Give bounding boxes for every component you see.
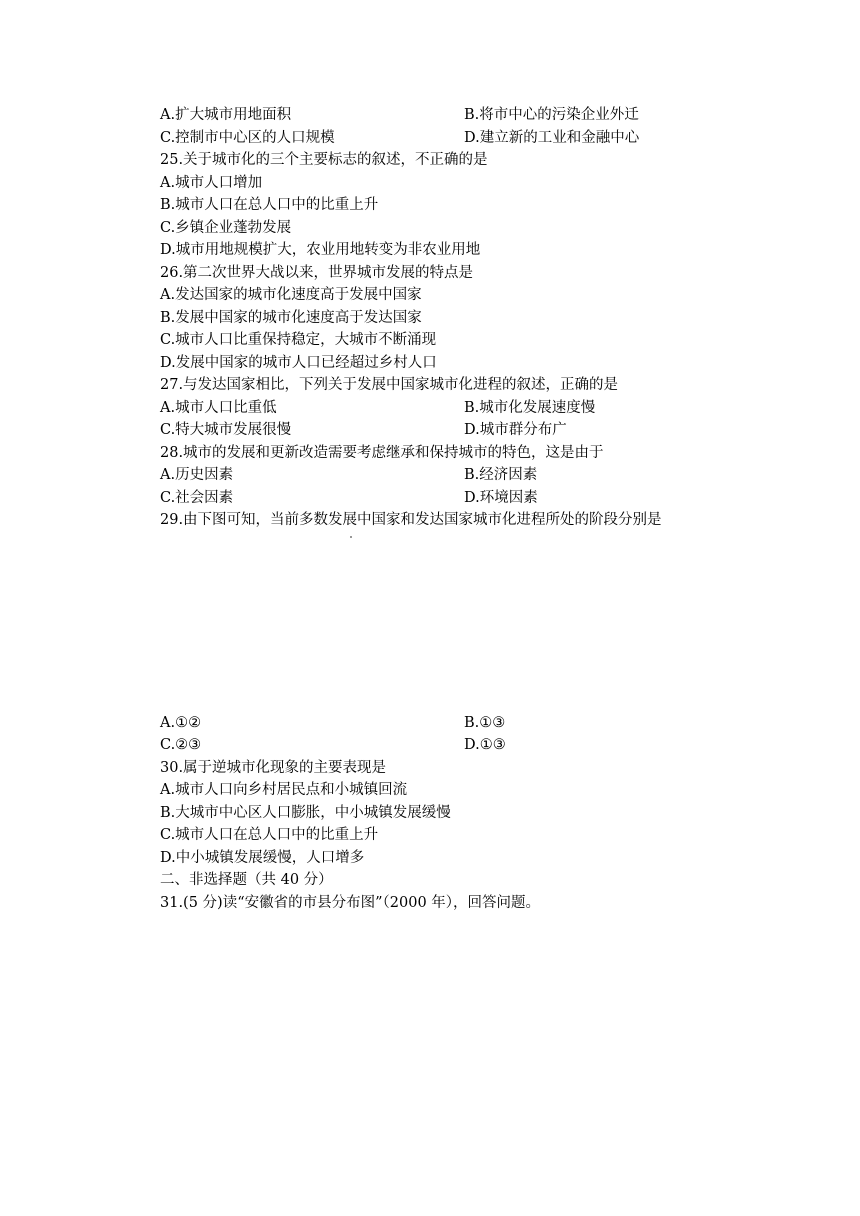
q27-option-a: A.城市人口比重低 xyxy=(160,399,277,416)
q26-option-c: C.城市人口比重保持稳定，大城市不断涌现 xyxy=(160,332,437,348)
q30-stem: 30.属于逆城市化现象的主要表现是 xyxy=(160,759,387,776)
q30-option-b: B.大城市中心区人口膨胀，中小城镇发展缓慢 xyxy=(160,804,451,821)
q29-option-row-1 xyxy=(160,712,720,735)
q27-stem: 27.与发达国家相比，下列关于发展中国家城市化进程的叙述，正确的是 xyxy=(160,377,619,393)
q27-option-row-2 xyxy=(160,419,720,442)
q24-option-d: D.建立新的工业和金融中心 xyxy=(464,129,640,146)
q26-option-a: A.发达国家的城市化速度高于发展中国家 xyxy=(160,287,422,303)
q28-option-a: A.历史因素 xyxy=(160,467,234,483)
q31-stem: 31.(5 分)读“安徽省的市县分布图”（2000 年），回答问题。 xyxy=(160,894,541,911)
q30-option-a: A.城市人口向乡村居民点和小城镇回流 xyxy=(160,782,408,798)
figure-placeholder-dot xyxy=(350,536,352,538)
q27-option-d: D.城市群分布广 xyxy=(464,422,567,438)
q27-option-row-1 xyxy=(160,397,720,420)
q27-option-b: B.城市化发展速度慢 xyxy=(464,399,596,416)
section-heading: 二、非选择题（共 40 分） xyxy=(160,872,333,888)
q24-option-b: B.将市中心的污染企业外迁 xyxy=(464,107,639,123)
q30-option-c: C.城市人口在总人口中的比重上升 xyxy=(160,827,379,843)
q26-option-d: D.发展中国家的城市人口已经超过乡村人口 xyxy=(160,354,437,371)
q25-option-c: C.乡镇企业蓬勃发展 xyxy=(160,219,292,236)
q29-option-c: C.②③ xyxy=(160,737,202,753)
q28-stem: 28.城市的发展和更新改造需要考虑继承和保持城市的特色，这是由于 xyxy=(160,444,604,461)
q28-option-row-2 xyxy=(160,487,720,510)
q25-option-a: A.城市人口增加 xyxy=(160,174,263,191)
q30-option-d: D.中小城镇发展缓慢，人口增多 xyxy=(160,849,365,866)
q29-option-d: D.①③ xyxy=(464,737,506,753)
q24-option-row-2 xyxy=(160,127,720,150)
q29-option-row-2 xyxy=(160,734,720,757)
q27-option-c: C.特大城市发展很慢 xyxy=(160,422,292,438)
q28-option-b: B.经济因素 xyxy=(464,467,538,483)
q26-option-b: B.发展中国家的城市化速度高于发达国家 xyxy=(160,309,422,326)
exam-page xyxy=(160,104,720,1194)
blank-area xyxy=(160,914,720,1194)
q29-figure-area xyxy=(160,532,720,712)
q24-option-row-1 xyxy=(160,104,720,127)
q24-option-a: A.扩大城市用地面积 xyxy=(160,107,292,123)
q25-option-b: B.城市人口在总人口中的比重上升 xyxy=(160,197,379,213)
q25-option-d: D.城市用地规模扩大，农业用地转变为非农业用地 xyxy=(160,242,481,258)
q26-stem: 26.第二次世界大战以来，世界城市发展的特点是 xyxy=(160,264,474,281)
q25-stem: 25.关于城市化的三个主要标志的叙述，不正确的是 xyxy=(160,152,488,168)
q28-option-row-1 xyxy=(160,464,720,487)
q24-option-c: C.控制市中心区的人口规模 xyxy=(160,129,335,146)
q29-option-b: B.①③ xyxy=(464,714,506,731)
q29-stem: 29.由下图可知，当前多数发展中国家和发达国家城市化进程所处的阶段分别是 xyxy=(160,512,662,528)
q28-option-c: C.社会因素 xyxy=(160,489,234,506)
q28-option-d: D.环境因素 xyxy=(464,489,538,506)
q29-option-a: A.①② xyxy=(160,714,202,731)
